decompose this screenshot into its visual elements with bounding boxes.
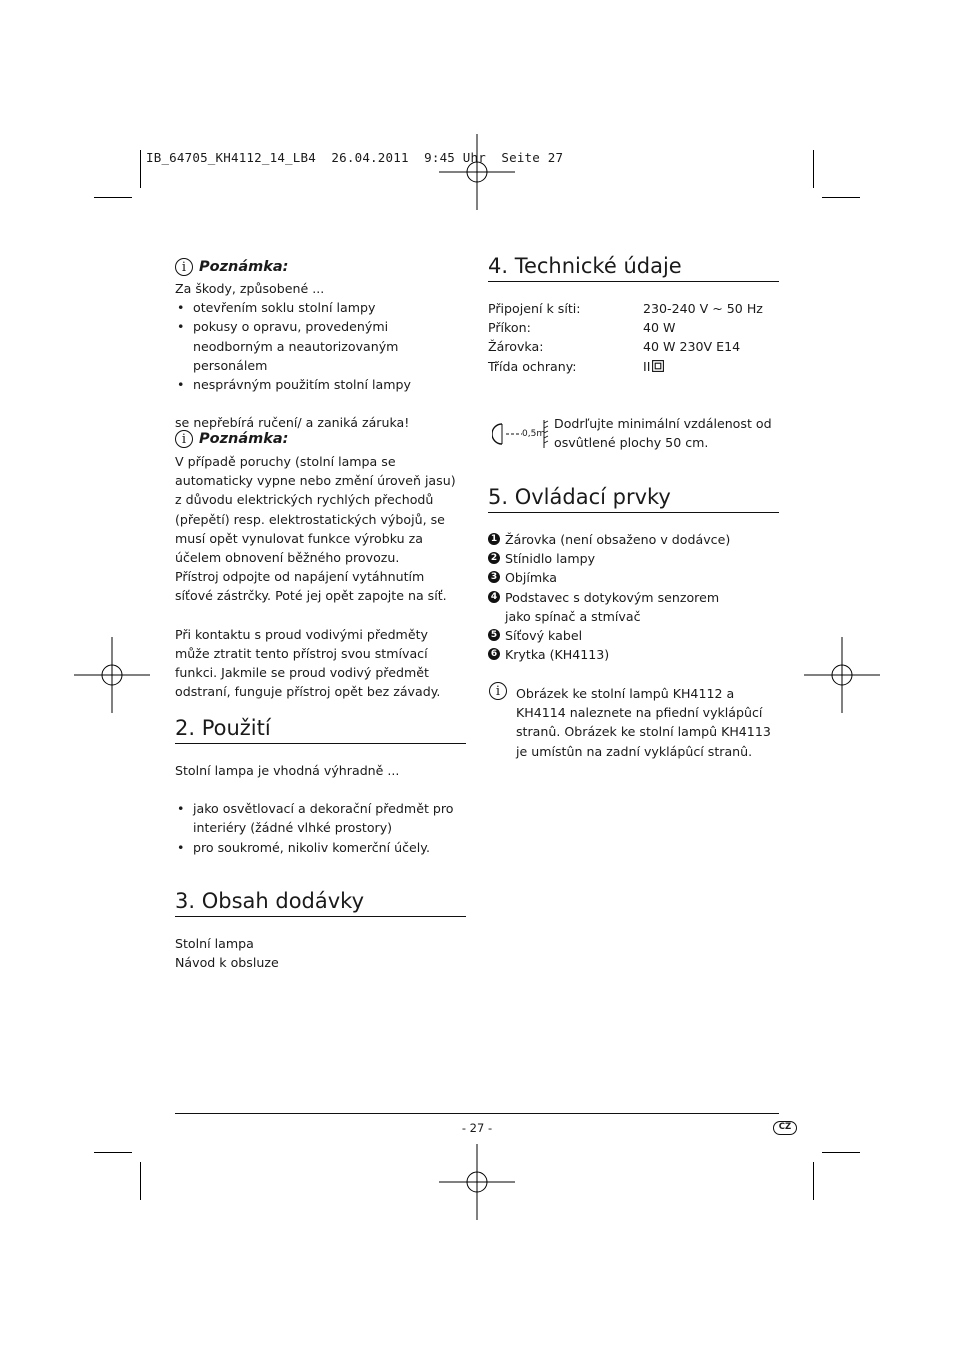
section-heading-technical: 4. Technické údaje xyxy=(488,254,779,282)
usage-list xyxy=(175,799,470,857)
print-slug: IB_64705_KH4112_14_LB4 26.04.2011 9:45 Uhr Seite 27 xyxy=(146,150,564,165)
list-item: • otevřením soklu stolní lampy xyxy=(175,298,470,317)
note-outro: se nepřebírá ručení/ a zaniká záruka! xyxy=(175,415,410,431)
language-badge: CZ xyxy=(773,1121,797,1135)
registration-mark-left xyxy=(74,637,150,713)
spec-table xyxy=(488,299,779,376)
footer-rule xyxy=(175,1113,779,1114)
protection-class-ii-icon xyxy=(652,360,664,372)
crop-mark xyxy=(94,1152,132,1153)
controls-info: Obrázek ke stolní lampû KH4112 a KH4114 naleznete na pfiední vyklápûcí stranû. Obrázek ke stolní lampû KH4113 je umístûn na zadní vyklápûcí stranû. xyxy=(516,686,771,759)
list-item: 3 Objímka xyxy=(488,568,779,587)
note-1-body xyxy=(175,279,470,432)
info-icon: i xyxy=(175,430,193,448)
crop-mark xyxy=(822,197,860,198)
list-item: • nesprávným použitím stolní lampy xyxy=(175,375,470,394)
crop-mark xyxy=(140,1162,141,1200)
distance-text: Dodrľujte minimální vzdálenost od osvûtlené plochy 50 cm. xyxy=(554,416,772,451)
spec-row: Žárovka: 40 W 230V E14 xyxy=(488,339,741,355)
note-intro: Za škody, způsobené ... xyxy=(175,281,325,296)
spec-row: Připojení k síti: 230-240 V ~ 50 Hz xyxy=(488,301,763,316)
section-heading-controls: 5. Ovládací prvky xyxy=(488,485,779,513)
list-item: 5 Síťový kabel xyxy=(488,626,779,645)
paragraph: Přístroj odpojte od napájení vytáhnutím síťové zástrčky. Poté jej opět zapojte na síť. xyxy=(175,569,447,604)
registration-mark-top xyxy=(439,134,515,210)
note-title: Poznámka: xyxy=(199,431,289,447)
controls-list xyxy=(488,530,779,664)
paragraph: V případě poruchy (stolní lampa se automaticky vypne nebo změní úroveň jasu) z důvodu elektrických rychlých přechodů (přepětí) resp. elektrostatických výbojů, se musí opět vynulovat funkce výrobku za účelem obnovení běžného provozu. xyxy=(175,454,456,566)
note-heading-2 xyxy=(175,430,288,448)
info-icon: i xyxy=(175,258,193,276)
note-list xyxy=(175,298,470,394)
crop-mark xyxy=(94,197,132,198)
crop-mark xyxy=(822,1152,860,1153)
note-heading-1 xyxy=(175,258,288,276)
list-item: Stolní lampa xyxy=(175,936,254,951)
usage-intro: Stolní lampa je vhodná výhradně ... xyxy=(175,763,400,778)
spec-row: Třída ochrany: II xyxy=(488,357,779,376)
list-item: • pokusy o opravu, provedenými neodborným a neautorizovaným personálem xyxy=(175,317,470,375)
contents-body xyxy=(175,934,466,972)
registration-mark-bottom xyxy=(439,1144,515,1220)
list-item: 6 Krytka (KH4113) xyxy=(488,645,779,664)
note-2-body xyxy=(175,452,466,701)
list-item: 2 Stínidlo lampy xyxy=(488,549,779,568)
usage-body xyxy=(175,761,470,857)
list-item: • jako osvětlovací a dekorační předmět pro interiéry (žádné vlhké prostory) xyxy=(175,799,470,837)
registration-mark-right xyxy=(804,637,880,713)
note-title: Poznámka: xyxy=(199,259,289,275)
spec-row: Příkon: 40 W xyxy=(488,320,676,336)
list-item: 4 Podstavec s dotykovým senzorem jako spínač a stmívač xyxy=(488,588,779,626)
list-item: 1 Žárovka (není obsaženo v dodávce) xyxy=(488,530,779,549)
crop-mark xyxy=(813,1162,814,1200)
crop-mark xyxy=(813,150,814,188)
info-icon: i xyxy=(489,682,507,700)
list-item: Návod k obsluze xyxy=(175,955,279,971)
section-heading-contents: 3. Obsah dodávky xyxy=(175,889,466,917)
distance-label: 0,5m xyxy=(522,429,546,439)
crop-mark xyxy=(140,150,141,188)
paragraph: Při kontaktu s proud vodivými předměty může ztratit tento přístroj svou stmívací funkci. Jakmile se proud vodivý předmět odstraní, funguje přístroj opět bez závady. xyxy=(175,626,441,700)
list-item: • pro soukromé, nikoliv komerční účely. xyxy=(175,838,470,857)
page-number: - 27 - xyxy=(461,1121,493,1135)
section-heading-usage: 2. Použití xyxy=(175,716,466,744)
